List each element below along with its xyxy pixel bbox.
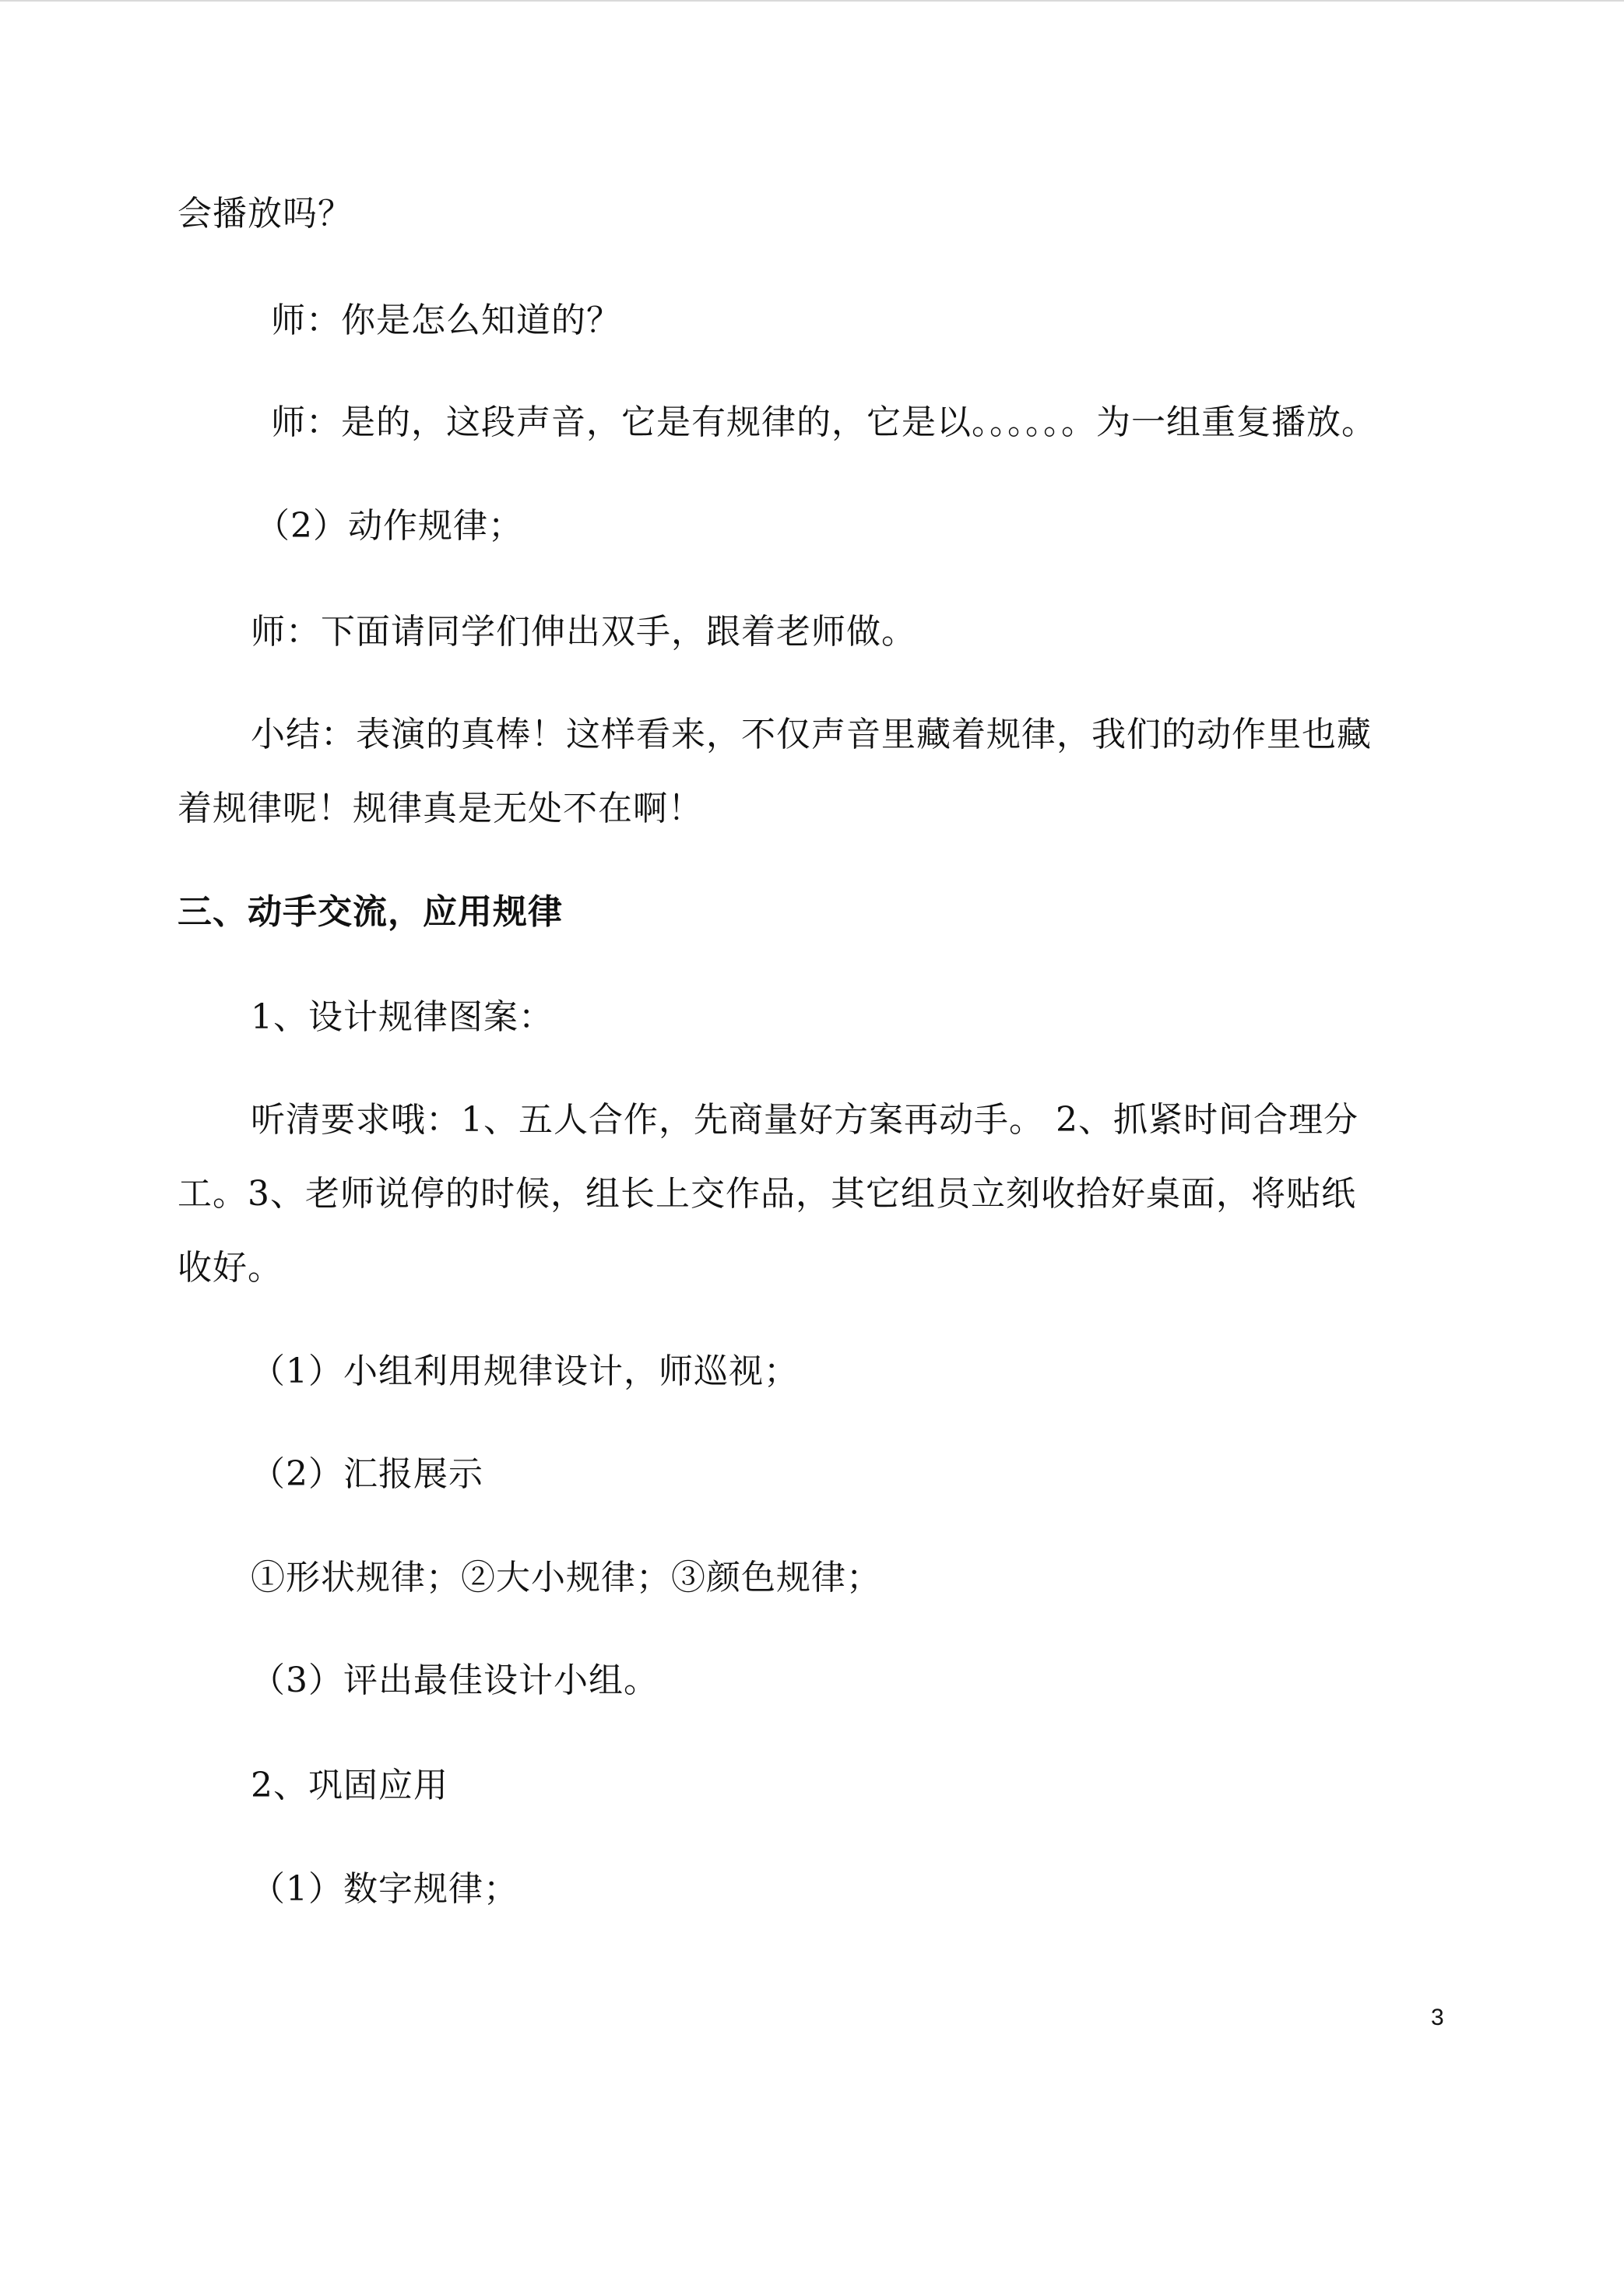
summary-paragraph-line: 小结：表演的真棒！这样看来，不仅声音里藏着规律，我们的动作里也藏 — [251, 715, 1372, 754]
section-heading: 三、动手交流，应用规律 — [178, 892, 563, 932]
summary-paragraph-line: 着规律呢！规律真是无处不在啊！ — [178, 789, 703, 828]
list-item: （3）评出最佳设计小组。 — [251, 1661, 659, 1700]
subsection-label: （2）动作规律； — [255, 506, 523, 546]
list-item: （1）小组利用规律设计，师巡视； — [251, 1351, 799, 1391]
requirements-paragraph-line: 听清要求哦：1、五人合作，先商量好方案再动手。 2、抓紧时间合理分 — [251, 1100, 1359, 1140]
list-item: （1）数字规律； — [251, 1869, 518, 1909]
body-text-line: 会播放吗？ — [178, 194, 353, 234]
list-item: ①形状规律；②大小规律；③颜色规律； — [251, 1558, 881, 1597]
dialogue-line: 师：你是怎么知道的？ — [271, 300, 621, 340]
dialogue-line: 师：是的，这段声音，它是有规律的，它是以。。。。。。为一组重复播放。 — [271, 402, 1376, 442]
subsection-heading: 2、巩固应用 — [251, 1766, 448, 1805]
requirements-paragraph-line: 工。3、老师说停的时候，组长上交作品，其它组员立刻收拾好桌面，将贴纸 — [178, 1174, 1356, 1214]
list-item: （2）汇报展示 — [251, 1454, 483, 1494]
page-number: 3 — [1431, 2005, 1444, 2030]
dialogue-line: 师：下面请同学们伸出双手，跟着老师做。 — [251, 612, 916, 652]
subsection-heading: 1、设计规律图案： — [251, 997, 554, 1037]
requirements-paragraph-line: 收好。 — [178, 1248, 283, 1288]
